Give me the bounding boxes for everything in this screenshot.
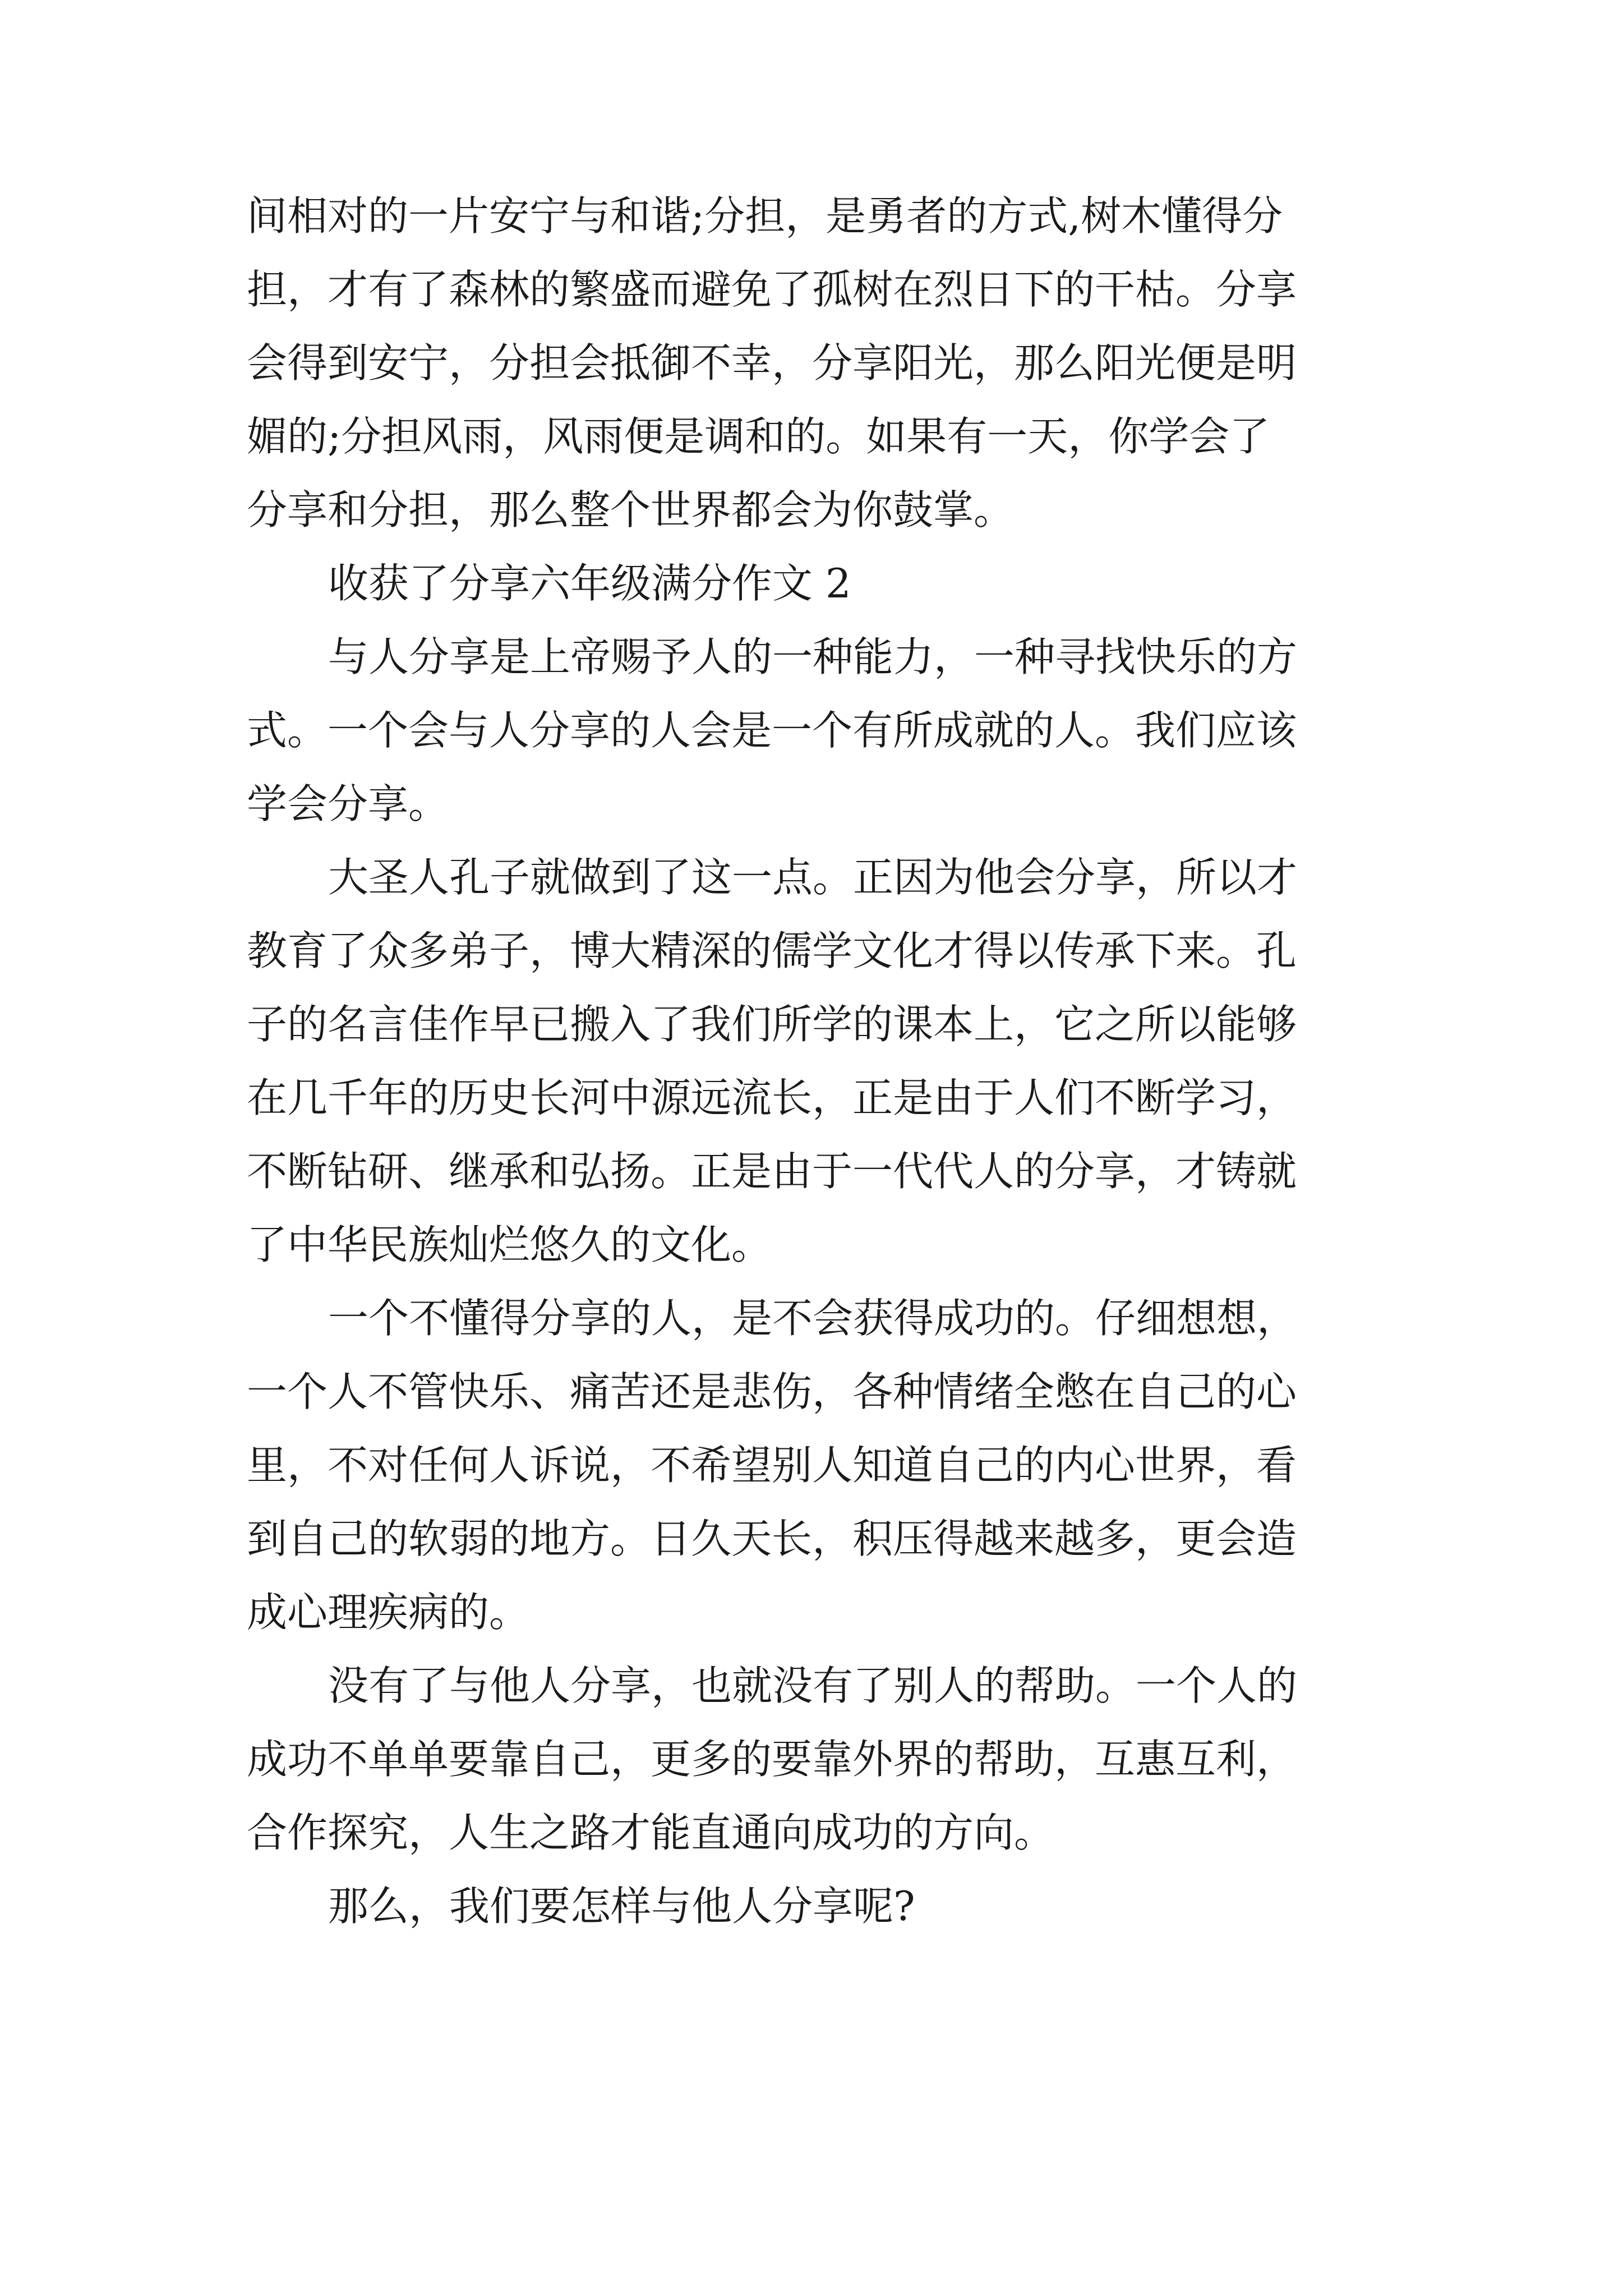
text-line: 到自己的软弱的地方。日久天长，积压得越来越多，更会造 <box>247 1515 1297 1562</box>
text-line: 大圣人孔子就做到了这一点。正因为他会分享，所以才 <box>328 854 1298 901</box>
text-line: 没有了与他人分享，也就没有了别人的帮助。一个人的 <box>328 1662 1298 1709</box>
text-line: 收获了分享六年级满分作文 2 <box>328 560 851 607</box>
text-line: 一个人不管快乐、痛苦还是悲伤，各种情绪全憋在自己的心 <box>247 1368 1297 1415</box>
text-line: 教育了众多弟子，博大精深的儒学文化才得以传承下来。孔 <box>247 927 1297 974</box>
text-line: 分享和分担，那么整个世界都会为你鼓掌。 <box>247 486 1015 533</box>
text-line: 会得到安宁，分担会抵御不幸，分享阳光，那么阳光便是明 <box>247 339 1297 386</box>
text-line: 一个不懂得分享的人，是不会获得成功的。仔细想想， <box>328 1295 1298 1342</box>
text-line: 学会分享。 <box>247 780 449 827</box>
text-line: 那么，我们要怎样与他人分享呢? <box>328 1883 915 1930</box>
text-line: 合作探究，人生之路才能直通向成功的方向。 <box>247 1809 1055 1856</box>
text-line: 子的名言佳作早已搬入了我们所学的课本上，它之所以能够 <box>247 1001 1297 1048</box>
text-line: 了中华民族灿烂悠久的文化。 <box>247 1221 772 1268</box>
text-line: 间相对的一片安宁与和谐;分担，是勇者的方式,树木懂得分 <box>247 192 1283 240</box>
text-line: 与人分享是上帝赐予人的一种能力，一种寻找快乐的方 <box>328 633 1298 680</box>
text-line: 媚的;分担风雨，风雨便是调和的。如果有一天，你学会了 <box>247 413 1270 460</box>
text-line: 式。一个会与人分享的人会是一个有所成就的人。我们应该 <box>247 707 1297 754</box>
text-line: 里，不对任何人诉说，不希望别人知道自己的内心世界，看 <box>247 1442 1297 1489</box>
text-line: 成心理疾病的。 <box>247 1589 530 1636</box>
text-line: 担，才有了森林的繁盛而避免了孤树在烈日下的干枯。分享 <box>247 266 1297 313</box>
text-line: 成功不单单要靠自己，更多的要靠外界的帮助，互惠互利， <box>247 1736 1297 1783</box>
text-line: 不断钻研、继承和弘扬。正是由于一代代人的分享，才铸就 <box>247 1148 1297 1195</box>
text-line: 在几千年的历史长河中源远流长，正是由于人们不断学习， <box>247 1074 1297 1121</box>
document-body <box>247 180 1447 1943</box>
